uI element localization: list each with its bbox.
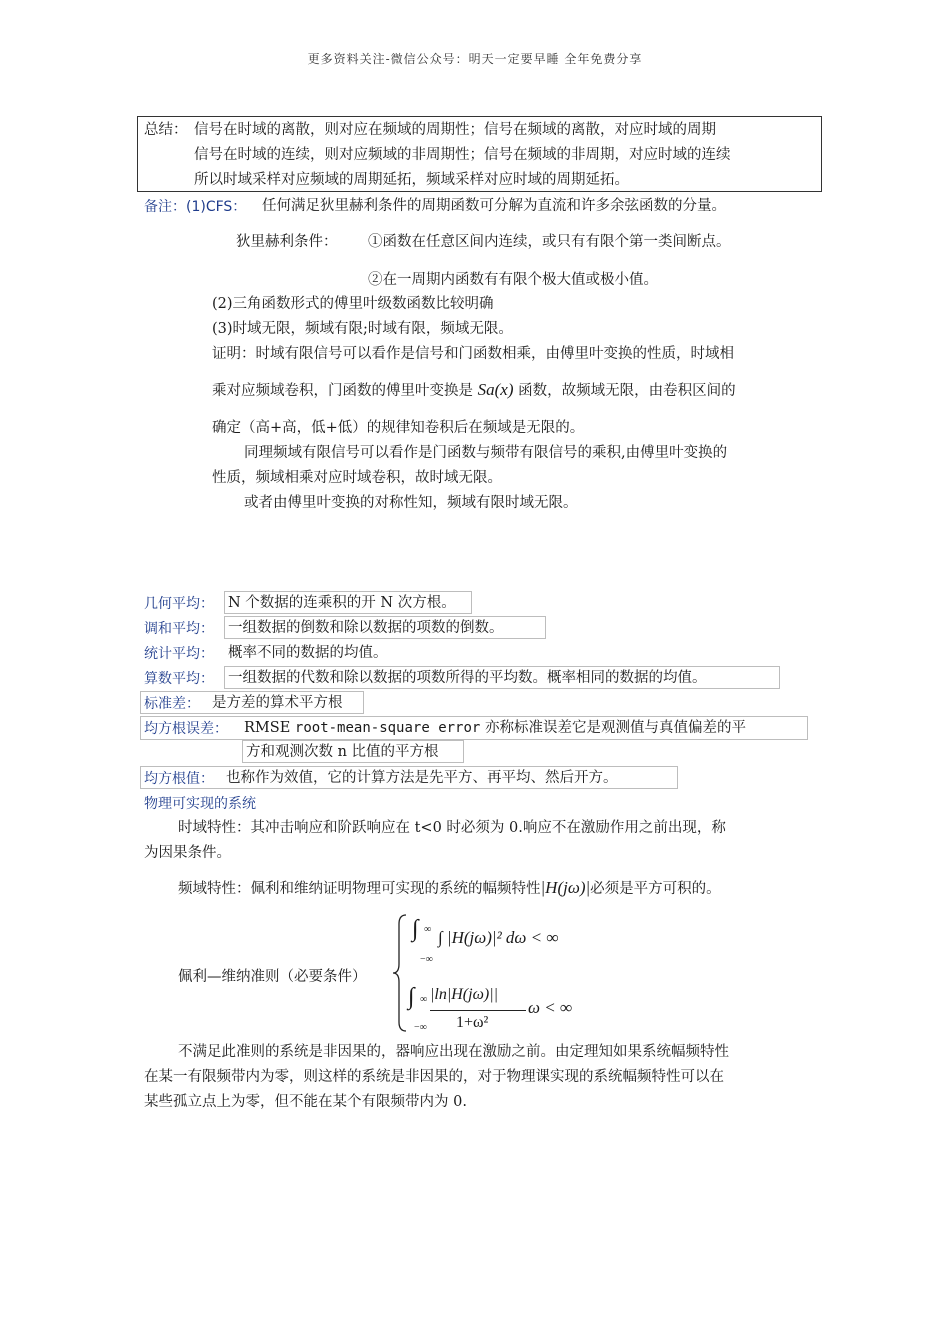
def-text-geometric-mean: N 个数据的连乘积的开 N 次方根。 <box>228 595 456 611</box>
rmse-english: root-mean-square error <box>294 720 481 736</box>
h-jw-math: |H(jω)| <box>540 878 591 897</box>
def-term-geometric-mean: 几何平均： <box>144 596 214 612</box>
eq1-body: ∫ |H(jω)|² dω < ∞ <box>438 928 559 947</box>
def-text-rmse <box>244 718 746 738</box>
rmse-abbr: RMSE <box>244 720 295 736</box>
proof-line-4: 同理频域有限信号可以看作是门函数与频带有限信号的乘积,由傅里叶变换的 <box>244 445 728 461</box>
note-item-3: (3)时域无限，频域有限;时域有限，频域无限。 <box>212 321 513 337</box>
integral-sign-1: ∫ <box>412 916 419 942</box>
summary-line-1: 信号在时域的离散，则对应在频域的周期性；信号在频域的离散，对应时域的周期 <box>194 122 716 138</box>
time-domain-line-2: 为因果条件。 <box>144 845 231 861</box>
def-text-rmse-cont: 方和观测次数 n 比值的平方根 <box>246 744 439 760</box>
def-term-rms-value: 均方根值： <box>144 771 214 787</box>
eq2-tail: ω < ∞ <box>528 998 573 1017</box>
dirichlet-cond-2: ②在一周期内函数有有限个极大值或极小值。 <box>368 272 658 288</box>
fraction-bar <box>430 1010 526 1011</box>
eq1-lower-limit: −∞ <box>420 954 433 965</box>
freq-domain-a: 频域特性：佩利和维纳证明物理可实现的系统的幅频特性 <box>178 881 541 897</box>
dirichlet-cond-1: ①函数在任意区间内连续，或只有有限个第一类间断点。 <box>368 234 731 250</box>
conclusion-line-3: 某些孤立点上为零，但不能在某个有限频带内为 0. <box>144 1094 467 1110</box>
summary-line-2: 信号在时域的连续，则对应频域的非周期性；信号在频域的非周期，对应时域的连续 <box>194 147 731 163</box>
eq2-numerator: |ln|H(jω)|| <box>430 986 498 1003</box>
note-label: 备注：(1)CFS： <box>144 199 247 215</box>
proof-line-1: 证明：时域有限信号可以看作是信号和门函数相乘，由傅里叶变换的性质，时域相 <box>212 346 734 362</box>
proof-line-6: 或者由傅里叶变换的对称性知，频域有限时域无限。 <box>244 495 578 511</box>
def-term-rmse: 均方根误差： <box>144 721 228 737</box>
summary-line-3: 所以时域采样对应频域的周期延拓，频域采样对应时域的周期延拓。 <box>194 172 629 188</box>
dirichlet-label: 狄里赫利条件： <box>236 234 338 250</box>
def-term-harmonic-mean: 调和平均： <box>144 621 214 637</box>
conclusion-line-1: 不满足此准则的系统是非因果的，器响应出现在激励之前。由定理知如果系统幅频特性 <box>178 1044 729 1060</box>
def-term-statistical-mean: 统计平均： <box>144 646 214 662</box>
proof-line-3: 确定（高+高，低+低）的规律知卷积后在频域是无限的。 <box>212 420 585 436</box>
def-text-standard-deviation: 是方差的算术平方根 <box>212 695 343 711</box>
note-text: 任何满足狄里赫利条件的周期函数可分解为直流和许多余弦函数的分量。 <box>262 198 726 214</box>
def-text-arithmetic-mean: 一组数据的代数和除以数据的项数所得的平均数。概率相同的数据的均值。 <box>228 670 707 686</box>
rmse-desc: 亦称标准误差它是观测值与真值偏差的平 <box>480 720 746 736</box>
sa-function-math: Sa(x) <box>477 380 514 399</box>
conclusion-line-2: 在某一有限频带内为零，则这样的系统是非因果的，对于物理课实现的系统幅频特性可以在 <box>144 1069 724 1085</box>
freq-domain-line <box>178 878 721 899</box>
proof-line-2a: 乘对应频域卷积，门函数的傅里叶变换是 <box>212 383 473 399</box>
def-text-statistical-mean: 概率不同的数据的均值。 <box>228 645 388 661</box>
def-text-harmonic-mean: 一组数据的倒数和除以数据的项数的倒数。 <box>228 620 504 636</box>
eq2-denominator: 1+ω² <box>456 1014 489 1031</box>
def-text-rms-value: 也称作为效值，它的计算方法是先平方、再平均、然后开方。 <box>226 770 618 786</box>
proof-line-2 <box>212 380 736 401</box>
curly-brace-icon <box>390 912 410 1034</box>
physical-system-title: 物理可实现的系统 <box>144 796 256 812</box>
page-header: 更多资料关注-微信公众号：明天一定要早睡 全年免费分享 <box>307 52 643 66</box>
paley-wiener-label: 佩利—维纳准则（必要条件） <box>178 969 367 985</box>
def-term-standard-deviation: 标准差： <box>144 696 200 712</box>
eq2-lower-limit: −∞ <box>414 1022 427 1033</box>
def-term-arithmetic-mean: 算数平均： <box>144 671 214 687</box>
note-item-2: (2)三角函数形式的傅里叶级数函数比较明确 <box>212 296 494 312</box>
eq1-upper-limit: ∞ <box>424 924 432 935</box>
freq-domain-b: 必须是平方可积的。 <box>590 881 721 897</box>
summary-label: 总结： <box>144 122 188 138</box>
time-domain-line-1: 时域特性：其冲击响应和阶跃响应在 t<0 时必须为 0.响应不在激励作用之前出现，称 <box>178 820 726 836</box>
proof-line-2b: 函数，故频域无限，由卷积区间的 <box>518 383 736 399</box>
proof-line-5: 性质，频域相乘对应时域卷积，故时域无限。 <box>212 470 502 486</box>
eq2-upper-limit: ∞ <box>420 994 428 1005</box>
integral-sign-2: ∫ <box>408 984 415 1010</box>
